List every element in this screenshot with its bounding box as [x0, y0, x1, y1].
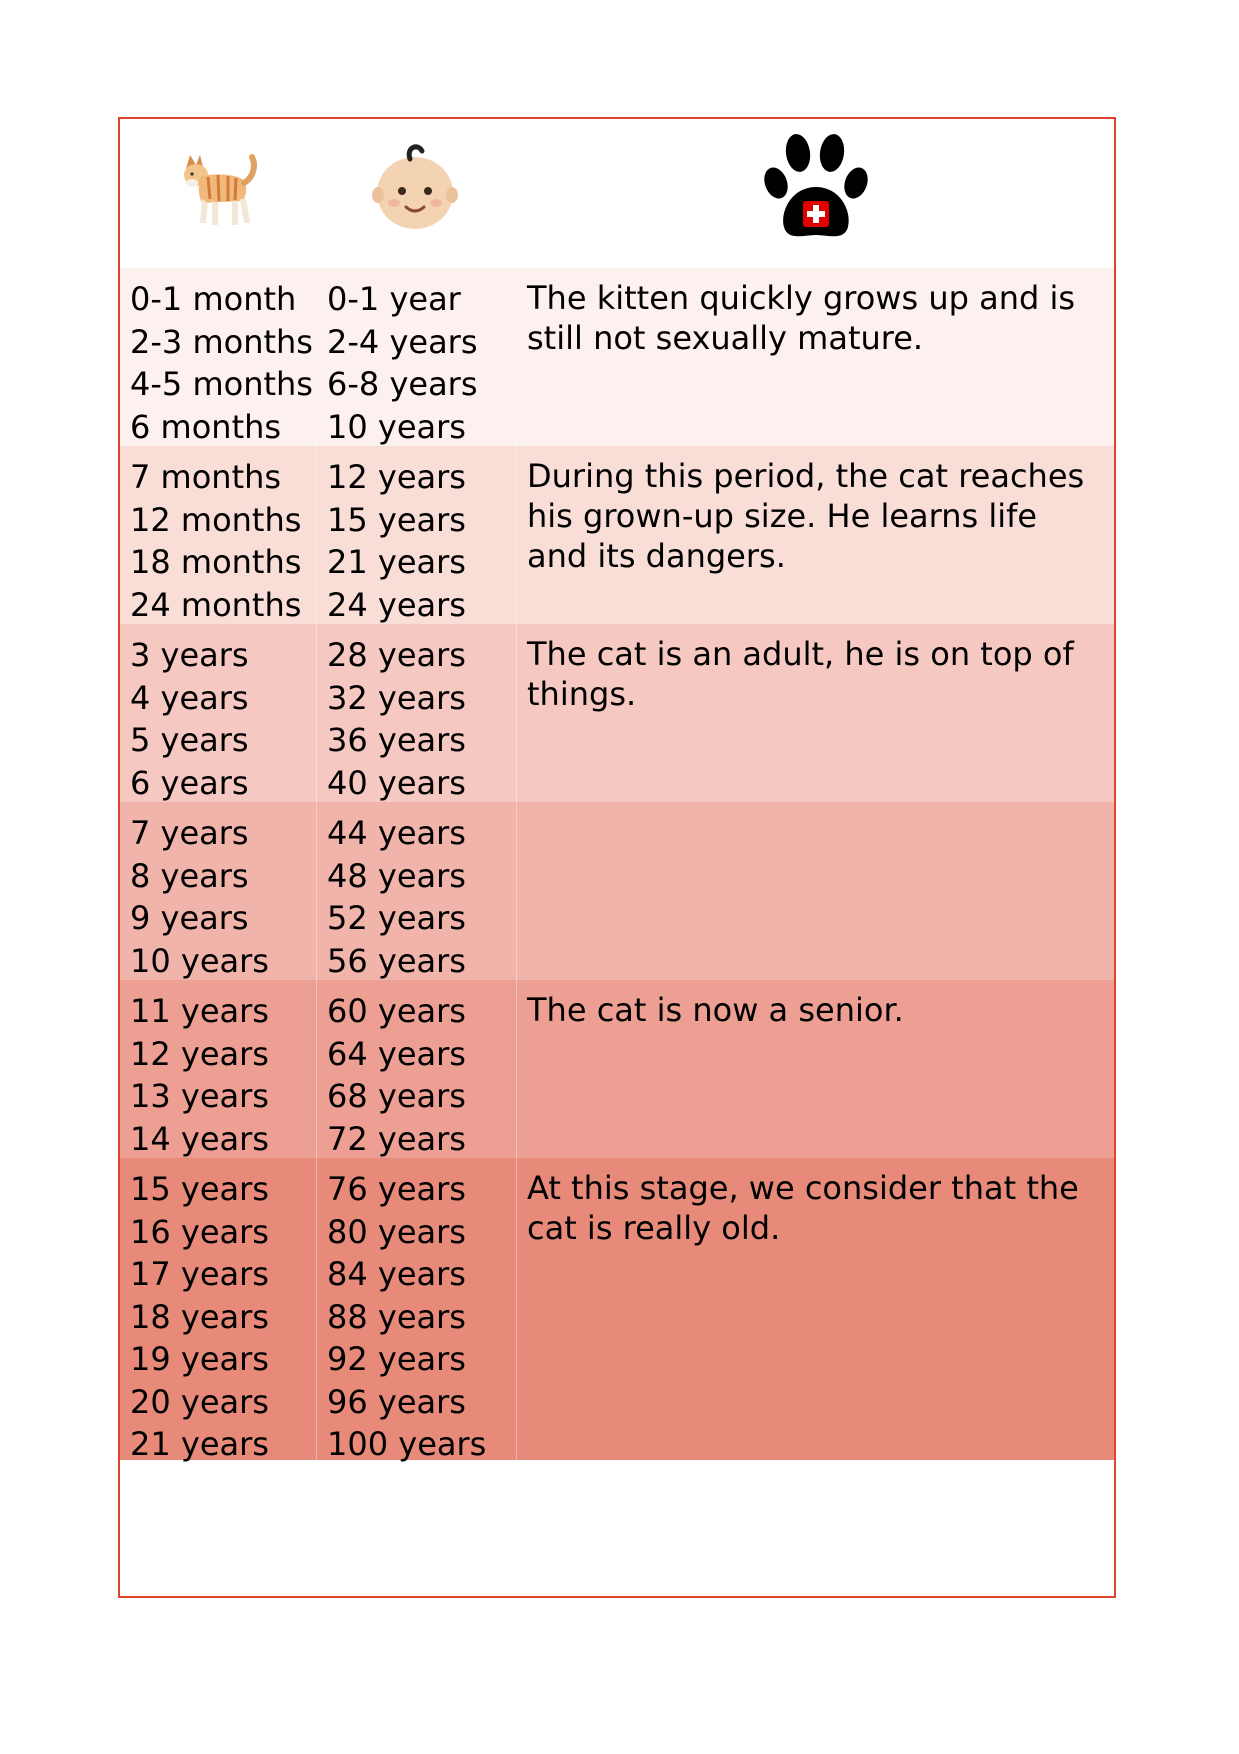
cat-age: 14 years: [130, 1119, 269, 1158]
human-age: 56 years: [327, 941, 466, 980]
table-row: [120, 446, 1114, 624]
human-age: 28 years: [327, 636, 466, 674]
human-age-column: [316, 980, 516, 1158]
cat-age-column: [120, 802, 316, 980]
stage-description-column: [516, 1158, 1114, 1460]
cat-age: 13 years: [130, 1077, 269, 1115]
cat-age: 17 years: [130, 1255, 269, 1293]
table-row: [120, 802, 1114, 980]
cat-icon: [172, 147, 262, 231]
human-age: 32 years: [327, 678, 466, 717]
human-age: 88 years: [327, 1297, 466, 1336]
human-age-column: [316, 268, 516, 446]
cat-age: 16 years: [130, 1212, 269, 1251]
cat-age: 12 years: [130, 1034, 269, 1073]
human-age-column: [316, 802, 516, 980]
cat-age: 15 years: [130, 1170, 269, 1208]
watermark: ©swisscatblog.ch: [741, 1532, 1096, 1578]
cat-age: 11 years: [130, 992, 269, 1030]
human-age: 92 years: [327, 1340, 466, 1378]
human-age-column: [316, 446, 516, 624]
cat-age: 4 years: [130, 678, 249, 717]
table-row: [120, 980, 1114, 1158]
table-row: [120, 624, 1114, 802]
table-header: [120, 119, 1114, 268]
cat-age-column: [120, 446, 316, 624]
human-age: 0-1 year: [327, 280, 461, 318]
human-age: 44 years: [327, 814, 466, 852]
human-age: 6-8 years: [327, 365, 478, 403]
human-age: 15 years: [327, 500, 466, 539]
stage-description-column: [516, 446, 1114, 624]
stage-description: The cat is an adult, he is on top of things.: [527, 635, 1074, 713]
human-age: 48 years: [327, 856, 466, 895]
human-age: 21 years: [327, 543, 466, 581]
stage-description-column: [516, 802, 1114, 980]
human-age: 76 years: [327, 1170, 466, 1208]
stage-description: During this period, the cat reaches his grown-up size. He learns life and its dangers.: [527, 457, 1085, 575]
cat-age-column: [120, 1158, 316, 1463]
stage-description: The kitten quickly grows up and is still not sexually mature.: [527, 279, 1076, 357]
cat-age: 3 years: [130, 636, 249, 674]
human-age: 36 years: [327, 721, 466, 759]
human-age: 68 years: [327, 1077, 466, 1115]
human-age: 12 years: [327, 458, 466, 496]
table-row: [120, 1158, 1114, 1463]
cat-age: 6 months: [130, 407, 282, 446]
cat-age: 0-1 month: [130, 280, 297, 318]
cat-age: 18 months: [130, 543, 302, 581]
human-age: 84 years: [327, 1255, 466, 1293]
cat-age-column: [120, 268, 316, 446]
cat-age: 6 years: [130, 763, 249, 802]
human-age: 96 years: [327, 1382, 466, 1421]
paw-swiss-cross-icon: [762, 131, 872, 243]
human-age-column: [316, 624, 516, 802]
cat-age: 21 years: [130, 1425, 269, 1463]
cat-age: 7 months: [130, 458, 282, 496]
cat-age: 20 years: [130, 1382, 269, 1421]
stage-description-column: [516, 268, 1114, 446]
human-age: 52 years: [327, 899, 466, 937]
cat-age: 2-3 months: [130, 322, 313, 361]
cat-age: 10 years: [130, 941, 269, 980]
cat-age: 12 months: [130, 500, 302, 539]
cat-age: 19 years: [130, 1340, 269, 1378]
cat-age-column: [120, 624, 316, 802]
human-age: 10 years: [327, 407, 466, 446]
stage-description: At this stage, we consider that the cat is really old.: [527, 1169, 1079, 1247]
human-age: 40 years: [327, 763, 466, 802]
table-row: [120, 268, 1114, 446]
human-age: 72 years: [327, 1119, 466, 1158]
human-age: 64 years: [327, 1034, 466, 1073]
cat-age-table: [118, 117, 1116, 1598]
human-age: 2-4 years: [327, 322, 478, 361]
human-age: 80 years: [327, 1212, 466, 1251]
human-age: 60 years: [327, 992, 466, 1030]
cat-age: 7 years: [130, 814, 249, 852]
human-age-column: [316, 1158, 516, 1463]
stage-description-column: [516, 980, 1114, 1158]
stage-description-column: [516, 624, 1114, 802]
cat-age: 18 years: [130, 1297, 269, 1336]
cat-age-column: [120, 980, 316, 1158]
baby-face-icon: [370, 143, 460, 233]
cat-age: 5 years: [130, 721, 249, 759]
table-body: [120, 268, 1114, 1463]
cat-age: 4-5 months: [130, 365, 313, 403]
cat-age: 8 years: [130, 856, 249, 895]
stage-description: The cat is now a senior.: [527, 991, 904, 1029]
human-age: 24 years: [327, 585, 466, 624]
cat-age: 9 years: [130, 899, 249, 937]
human-age: 100 years: [327, 1425, 487, 1463]
cat-age: 24 months: [130, 585, 302, 624]
